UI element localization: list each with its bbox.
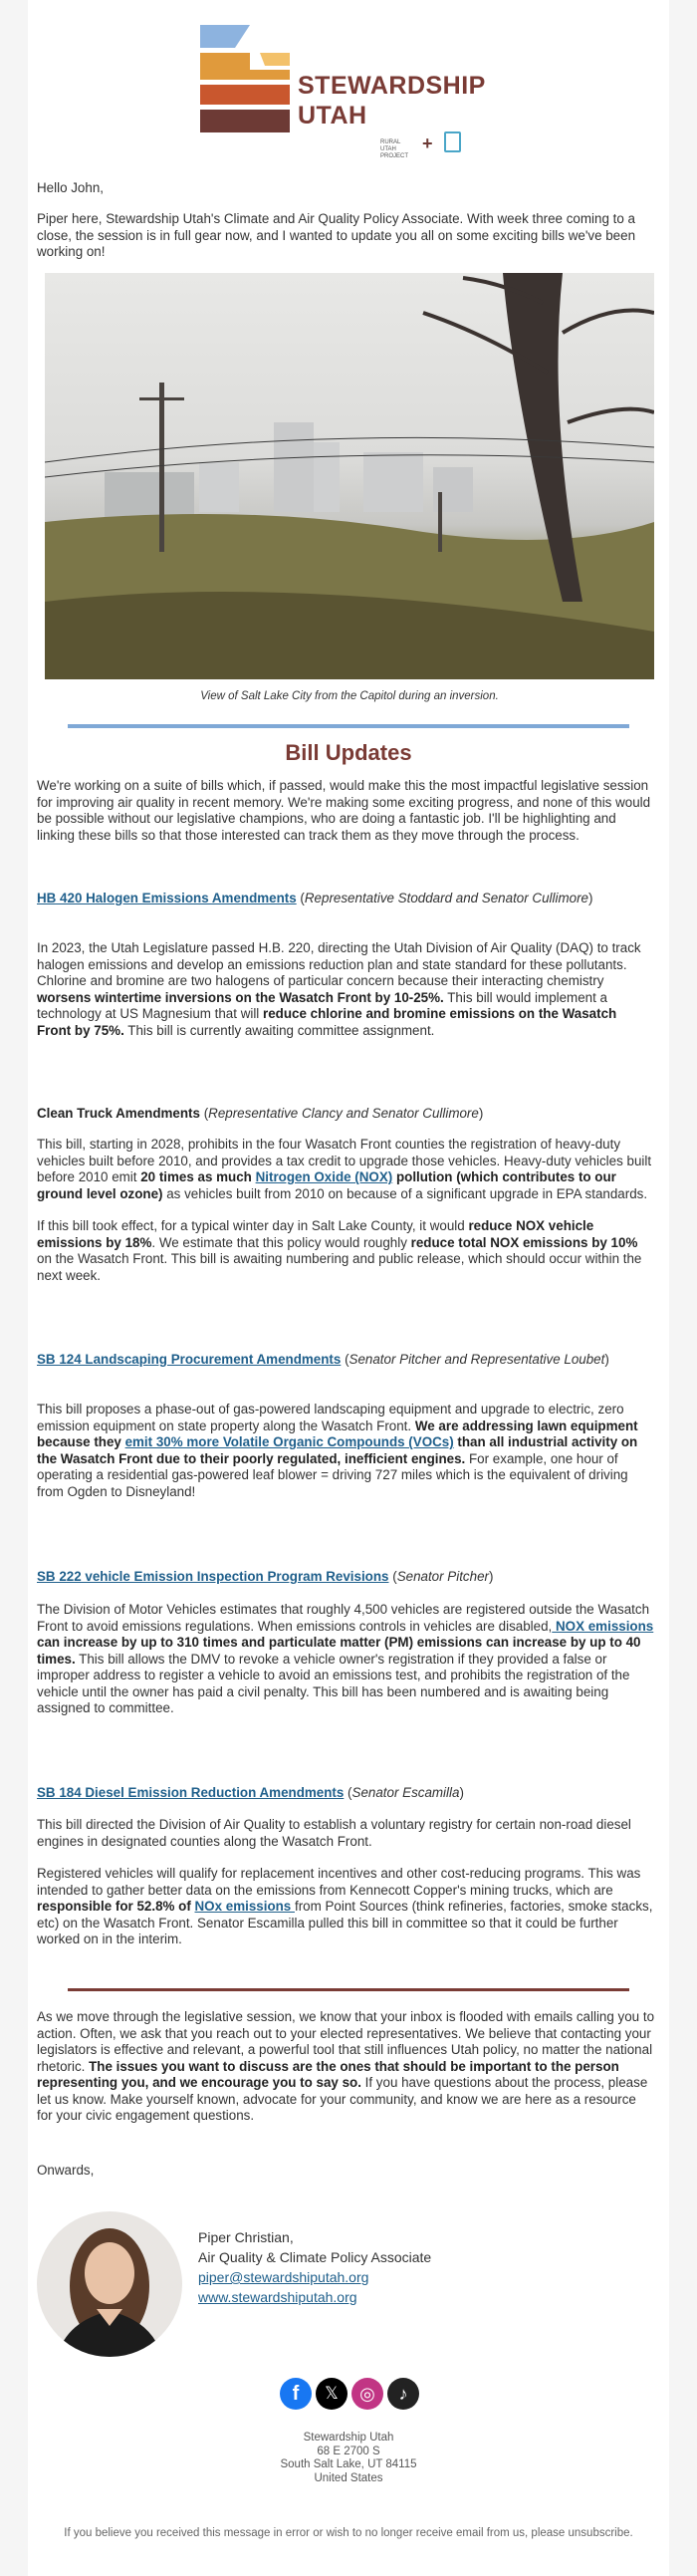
signature-website-link[interactable]: www.stewardshiputah.org [198,2289,357,2305]
section-title: Bill Updates [285,740,412,765]
bill-4-description: The Division of Motor Vehicles estimates that roughly 4,500 vehicles are registered outside the Wasatch Front to avoid emissions regulations. When emissions controls in vehicles are disabled, NOX emissions can increase by up to 310 times and particulate matter (PM) emissions can increase by up to 40 times. This bill allows the DMV to revoke a vehicle owner's registration if they provided a false or improper address to register a vehicle to avoid an emissions test, and prohibits the registration of the vehicle until the owner has paid a civil penalty. This bill has been numbered and is awaiting being assigned to committee. [37,1602,654,1715]
bill-2-sponsor: Representative Clancy and Senator Cullimore [208,1106,479,1121]
partner-logo [380,131,490,157]
bill-3-sponsor: Senator Pitcher and Representative Loubet [348,1352,605,1367]
bill-5-description: This bill directed the Division of Air Quality to establish a voluntary registry for certain non-road diesel engines in designated counties along the Wasatch Front. [37,1817,631,1849]
section-intro: We're working on a suite of bills which, if passed, would make this the most impactful legislative session for improving air quality in recent memory. We're making some exciting progress, and none of this would be possible without our legislative champions, who are doing a fantastic job. I'll be highlighting and linking these bills so that those interested can track them as they move through the process. [37,778,651,843]
email-body [28,0,669,2576]
bill-2-description: This bill, starting in 2028, prohibits in the four Wasatch Front counties the registration of heavy-duty vehicles built before 2010, and provides a tax credit to upgrade those vehicles. Heavy-duty vehicles built before 2010 emit 20 times as much Nitrogen Oxide (NOX) pollution (which contributes to our ground level ozone) as vehicles built from 2010 on because of a significant upgrade in EPA standards. [37,1137,652,1201]
facebook-icon[interactable]: f [280,2378,312,2410]
bill-5-heading: SB 184 Diesel Emission Reduction Amendments (Senator Escamilla) [37,1785,464,1800]
footer-address [28,2432,669,2485]
logo [195,20,504,159]
bill-2-heading: Clean Truck Amendments (Representative Clancy and Senator Cullimore) [37,1106,484,1121]
avatar [37,2211,182,2357]
voc-link[interactable]: emit 30% more Volatile Organic Compounds (VOCs) [124,1434,454,1449]
nox-point-sources-link[interactable]: NOx emissions [194,1899,295,1914]
signature-name: Piper Christian, [198,2229,294,2245]
partner-label: RURAL UTAH PROJECT [380,139,409,159]
intro-paragraph: Piper here, Stewardship Utah's Climate and Air Quality Policy Associate. With week three coming to a close, the session is in full gear now, and I wanted to update you all on some exciting bills we've been working on! [37,211,636,259]
signature-email-link[interactable]: piper@stewardshiputah.org [198,2269,369,2285]
bill-5-sponsor: Senator Escamilla [351,1785,460,1800]
footer-city: South Salt Lake, UT 84115 [280,2458,417,2470]
closing-paragraph: As we move through the legislative session, we know that your inbox is flooded with emails calling you to action. Often, we ask that you reach out to your elected representatives. We believe that contacting your legislators is effective and relevant, a powerful tool that still influences Utah policy, no matter the national rhetoric. The issues you want to discuss are the ones that should be important to the person representing you, and we encourage you to say so. If you have questions about the process, please let us know. Make yourself known, advocate for your community, and know we are here as a resource for your civic engagement questions. [37,2009,655,2123]
divider-maroon [68,1988,629,1991]
bill-1-sponsor: Representative Stoddard and Senator Cullimore [304,891,588,905]
bill-5-details: Registered vehicles will qualify for replacement incentives and other cost-reducing programs. This was intended to gather better data on the emissions from Kennecott Copper's mining trucks, which are responsible for 52.8% of NOx emissions from Point Sources (think refineries, factories, smoke stacks, etc) on the Wasatch Front. Senator Escamilla pulled this bill in committee so that it could be further worked on in the interim. [37,1866,653,1946]
logo-word-1: STEWARDSHIP [298,72,486,100]
bill-2-title: Clean Truck Amendments [37,1106,200,1121]
bill-1-link[interactable]: HB 420 Halogen Emissions Amendments [37,891,297,905]
logo-mark [195,20,295,154]
bill-2-impact: If this bill took effect, for a typical winter day in Salt Lake County, it would reduce NOX vehicle emissions by 18%. We estimate that this policy would roughly reduce total NOX emissions by 10% on the Wasatch Front. This bill is awaiting numbering and public release, which should occur within the next week. [37,1218,642,1283]
nox-link[interactable]: Nitrogen Oxide (NOX) [255,1169,393,1184]
social-links [280,2378,419,2412]
signoff: Onwards, [37,2163,95,2178]
photo-caption: View of Salt Lake City from the Capitol during an inversion. [200,690,499,702]
bill-3-heading: SB 124 Landscaping Procurement Amendments (Senator Pitcher and Representative Loubet) [37,1352,609,1367]
plus-icon: + [422,133,433,153]
document-icon [444,131,461,152]
bill-5-link[interactable]: SB 184 Diesel Emission Reduction Amendments [37,1785,345,1800]
logo-word-2: UTAH [298,102,367,129]
bill-1-description: In 2023, the Utah Legislature passed H.B. 220, directing the Utah Division of Air Quality (DAQ) to track halogen emissions and develop an emissions reduction plan and state standard for these pollutants. Chlorine and bromine are two halogens of particular concern because their interacting chemistry worsens wintertime inversions on the Wasatch Front by 10-25%. This bill would implement a technology at US Magnesium that will reduce chlorine and bromine emissions on the Wasatch Front by 75%. This bill is currently awaiting committee assignment. [37,940,641,1038]
avatar-portrait [37,2211,182,2357]
bill-3-description: This bill proposes a phase-out of gas-powered landscaping equipment and upgrade to electric, zero emission equipment on state property along the Wasatch Front. We are addressing lawn equipment because they emit 30% more Volatile Organic Compounds (VOCs) than all industrial activity on the Wasatch Front due to their poorly regulated, inefficient engines. For example, one hour of operating a residential gas-powered leaf blower = driving 727 miles which is the equivalent of driving from Ogden to Disneyland! [37,1402,638,1499]
bill-4-heading: SB 222 vehicle Emission Inspection Program Revisions (Senator Pitcher) [37,1569,494,1584]
unsubscribe-link[interactable]: If you believe you received this message in error or wish to no longer receive email from us, please unsubscribe. [64,2527,633,2539]
signature-role: Air Quality & Climate Policy Associate [198,2249,432,2265]
inversion-photo [45,273,654,679]
bill-4-link[interactable]: SB 222 vehicle Emission Inspection Program Revisions [37,1569,389,1584]
bill-4-sponsor: Senator Pitcher [396,1569,489,1584]
tiktok-icon[interactable]: ♪ [387,2378,419,2410]
instagram-icon[interactable]: ◎ [351,2378,383,2410]
footer-street: 68 E 2700 S [317,2445,380,2457]
bill-3-link[interactable]: SB 124 Landscaping Procurement Amendments [37,1352,342,1367]
footer-country: United States [314,2471,383,2484]
nox-emissions-link[interactable]: NOX emissions [552,1618,654,1634]
greeting: Hello John, [37,180,104,195]
skyline-illustration [45,273,654,679]
unsubscribe-notice [38,2526,659,2540]
footer-org: Stewardship Utah [303,2432,394,2444]
bill-1-heading: HB 420 Halogen Emissions Amendments (Representative Stoddard and Senator Cullimore) [37,891,593,905]
x-icon[interactable]: 𝕏 [316,2378,348,2410]
divider-blue [68,724,629,728]
